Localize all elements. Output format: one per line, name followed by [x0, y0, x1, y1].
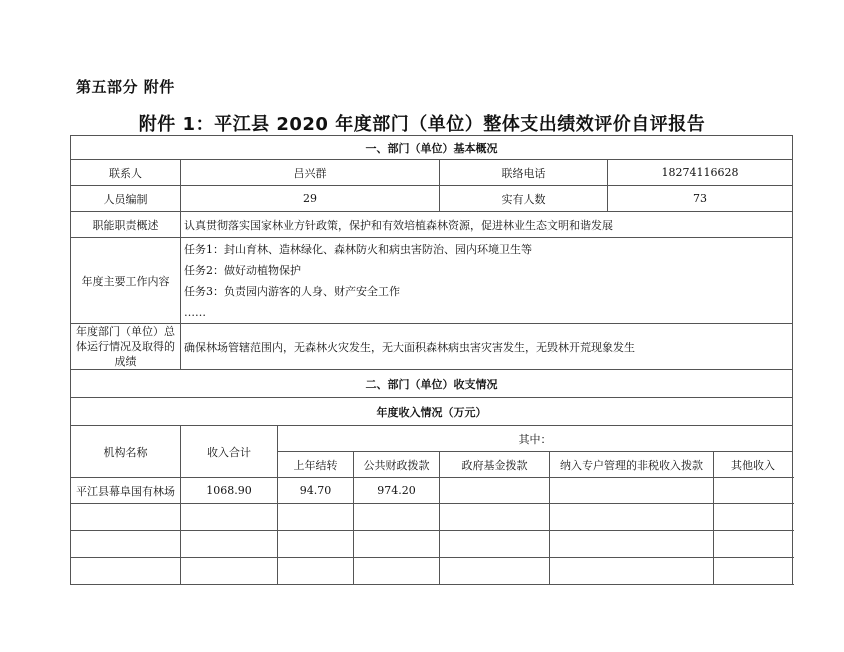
row-total: 1068.90 [181, 478, 278, 504]
actual-value: 73 [608, 186, 793, 212]
staff-value: 29 [181, 186, 440, 212]
contact-label: 联系人 [71, 160, 181, 186]
row-other [714, 478, 793, 504]
task-item: 任务3：负责园内游客的人身、财产安全工作 [184, 284, 400, 298]
col-fund: 政府基金拨款 [440, 452, 550, 478]
report-table [70, 135, 793, 585]
phone-label: 联络电话 [440, 160, 608, 186]
section-basic-title: 一、部门（单位）基本概况 [71, 136, 793, 160]
contact-value: 吕兴群 [181, 160, 440, 186]
table-row [71, 531, 793, 558]
table-row [71, 478, 793, 504]
tasks-label: 年度主要工作内容 [71, 238, 181, 324]
col-carry: 上年结转 [278, 452, 354, 478]
table-row [71, 558, 793, 585]
col-nontax: 纳入专户管理的非税收入拨款 [550, 452, 714, 478]
phone-value: 18274116628 [608, 160, 793, 186]
row-nontax [550, 478, 714, 504]
report-title: 附件 1：平江县 2020 年度部门（单位）整体支出绩效评价自评报告 [138, 114, 706, 135]
part-heading: 第五部分 附件 [76, 78, 175, 96]
row-org: 平江县幕阜国有林场 [71, 478, 181, 504]
task-item: …… [184, 305, 206, 319]
table-row [71, 504, 793, 531]
row-public: 974.20 [354, 478, 440, 504]
col-of-which: 其中： [278, 426, 793, 452]
income-subtitle: 年度收入情况（万元） [71, 398, 793, 426]
tasks-list [181, 238, 793, 324]
section-income-title: 二、部门（单位）收支情况 [71, 370, 793, 398]
overall-value: 确保林场管辖范围内，无森林火灾发生，无大面积森林病虫害灾害发生，无毁林开荒现象发生 [181, 324, 793, 370]
duty-value: 认真贯彻落实国家林业方针政策，保护和有效培植森林资源，促进林业生态文明和谐发展 [181, 212, 793, 238]
task-item: 任务2：做好动植物保护 [184, 263, 301, 277]
row-carry: 94.70 [278, 478, 354, 504]
task-item: 任务1：封山育林、造林绿化、森林防火和病虫害防治、园内环境卫生等 [184, 242, 532, 256]
col-total: 收入合计 [181, 426, 278, 478]
row-fund [440, 478, 550, 504]
staff-label: 人员编制 [71, 186, 181, 212]
overall-label: 年度部门（单位）总体运行情况及取得的成绩 [71, 324, 181, 370]
col-other: 其他收入 [714, 452, 793, 478]
col-org: 机构名称 [71, 426, 181, 478]
actual-label: 实有人数 [440, 186, 608, 212]
col-public: 公共财政拨款 [354, 452, 440, 478]
duty-label: 职能职责概述 [71, 212, 181, 238]
